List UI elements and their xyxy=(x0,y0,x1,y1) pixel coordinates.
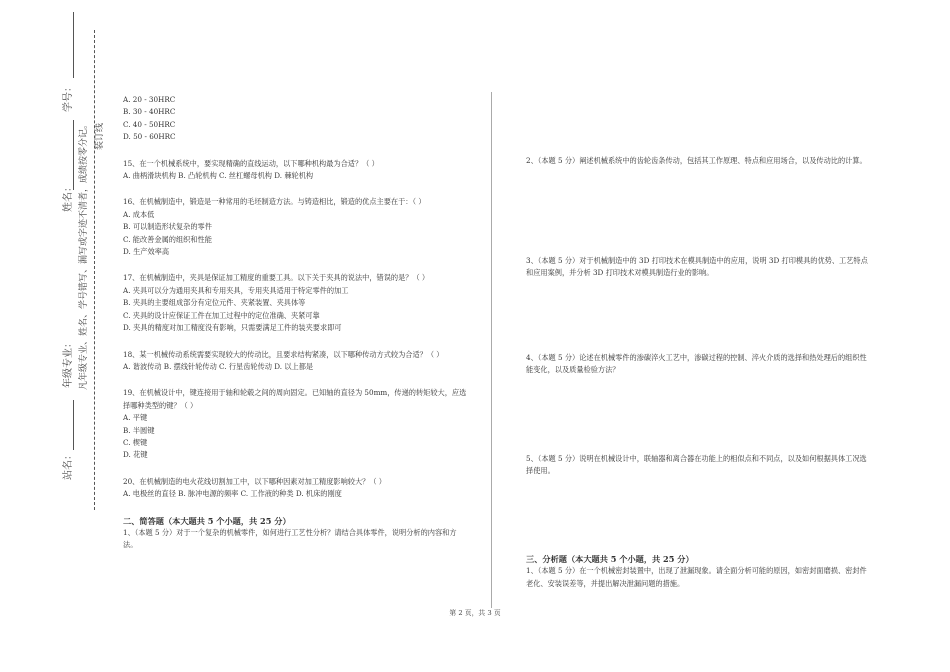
question-16-option-c: C. 能改善金属的组织和性能 xyxy=(123,234,212,244)
short-answer-2: 2、（本题 5 分）阐述机械系统中的齿轮齿条传动，包括其工作原理、特点和应用场合，以及传动比的计算。 xyxy=(526,156,867,165)
name-label: 姓名： xyxy=(63,182,74,212)
question-17-option-d: D. 夹具的精度对加工精度没有影响，只需要满足工件的装夹要求即可 xyxy=(123,323,342,333)
question-17-option-c: C. 夹具的设计应保证工件在加工过程中的定位准确、夹紧可靠 xyxy=(123,310,320,320)
question-18-options: A. 谐波传动 B. 摆线针轮传动 C. 行星齿轮传动 D. 以上都是 xyxy=(123,361,314,371)
right-column-s5 xyxy=(526,453,871,478)
question-19-option-d: D. 花键 xyxy=(123,450,148,460)
right-column-s2 xyxy=(526,155,871,167)
binding-dashed-line xyxy=(94,30,95,510)
left-column xyxy=(123,94,468,552)
question-16-option-d: D. 生产效率高 xyxy=(123,247,170,257)
binding-instruction: 凡年级专业、姓名、学号错写、漏写或字迹不清者，成绩按零分记。 xyxy=(79,119,89,390)
option-d: D. 50 - 60HRC xyxy=(123,132,176,142)
page-footer: 第 2 页，共 3 页 xyxy=(449,609,501,617)
short-answer-5: 5、（本题 5 分）说明在机械设计中，联轴器和离合器在功能上的相似点和不同点，以及如何根据具体工况选择使用。 xyxy=(526,454,867,476)
short-answer-4: 4、（本题 5 分）论述在机械零件的渗碳淬火工艺中，渗碳过程的控制、淬火介质的选择和热处理后的组织性能变化，以及质量检验方法？ xyxy=(526,353,867,375)
right-column-sec3 xyxy=(526,553,871,590)
question-17: 17、在机械制造中，夹具是保证加工精度的重要工具。以下关于夹具的说法中，错误的是？（ ） xyxy=(123,273,430,283)
student-id-label: 学号： xyxy=(63,82,74,112)
question-16-option-b: B. 可以制造形状复杂的零件 xyxy=(123,222,212,232)
right-column-s3 xyxy=(526,255,871,280)
short-answer-1: 1、（本题 5 分）对于一个复杂的机械零件，如何进行工艺性分析？请结合具体零件，说明分析的内容和方法。 xyxy=(123,527,457,550)
section-2-heading: 二、简答题（本大题共 5 个小题，共 25 分） xyxy=(123,515,291,526)
question-16: 16、在机械制造中，锻造是一种常用的毛坯制造方法。与铸造相比，锻造的优点主要在于：（ ） xyxy=(123,197,426,207)
column-divider xyxy=(491,92,492,608)
class-label: 年级专业： xyxy=(63,338,74,388)
short-answer-3: 3、（本题 5 分）对于机械制造中的 3D 打印技术在模具制造中的应用，说明 3D 打印模具的优势、工艺特点和应用案例，并分析 3D 打印技术对模具制造行业的影响。 xyxy=(526,256,868,278)
question-19-option-a: A. 平键 xyxy=(123,413,148,423)
question-20-options: A. 电极丝的直径 B. 脉冲电源的频率 C. 工作液的种类 D. 机床的刚度 xyxy=(123,489,342,499)
question-15: 15、在一个机械系统中，要实现精确的直线运动，以下哪种机构最为合适？（ ） xyxy=(123,158,379,168)
option-c: C. 40 - 50HRC xyxy=(123,119,176,129)
seal-line-label: 装订线 xyxy=(95,122,105,150)
question-19: 19、在机械设计中，键连接用于轴和轮毂之间的周向固定。已知轴的直径为 50mm，传递的转矩较大，应选择哪种类型的键？（ ） xyxy=(123,388,467,410)
question-19-option-b: B. 半圆键 xyxy=(123,425,155,435)
question-18: 18、某一机械传动系统需要实现较大的传动比，且要求结构紧凑，以下哪种传动方式较为合适？（ ） xyxy=(123,349,444,359)
question-16-option-a: A. 成本低 xyxy=(123,209,155,219)
section-3-heading: 三、分析题（本大题共 5 个小题，共 25 分） xyxy=(526,554,694,564)
question-15-options: A. 曲柄滑块机构 B. 凸轮机构 C. 丝杠螺母机构 D. 棘轮机构 xyxy=(123,171,314,181)
question-17-option-a: A. 夹具可以分为通用夹具和专用夹具，专用夹具适用于特定零件的加工 xyxy=(123,285,349,295)
question-19-option-c: C. 楔键 xyxy=(123,437,148,447)
question-20: 20、在机械制造的电火花线切割加工中，以下哪种因素对加工精度影响较大？（ ） xyxy=(123,476,386,486)
station-underline xyxy=(73,400,74,450)
option-b: B. 30 - 40HRC xyxy=(123,107,176,117)
analysis-1: 1、（本题 5 分）在一个机械密封装置中，出现了泄漏现象。请全面分析可能的原因，如密封面磨损、密封件老化、安装误差等，并提出解决泄漏问题的措施。 xyxy=(526,566,867,588)
name-underline xyxy=(73,120,74,190)
right-column-s4 xyxy=(526,352,871,377)
option-a: A. 20 - 30HRC xyxy=(123,95,176,104)
binding-solid-line xyxy=(73,12,74,78)
station-label: 站名： xyxy=(63,450,74,480)
question-17-option-b: B. 夹具的主要组成部分有定位元件、夹紧装置、夹具体等 xyxy=(123,298,306,308)
